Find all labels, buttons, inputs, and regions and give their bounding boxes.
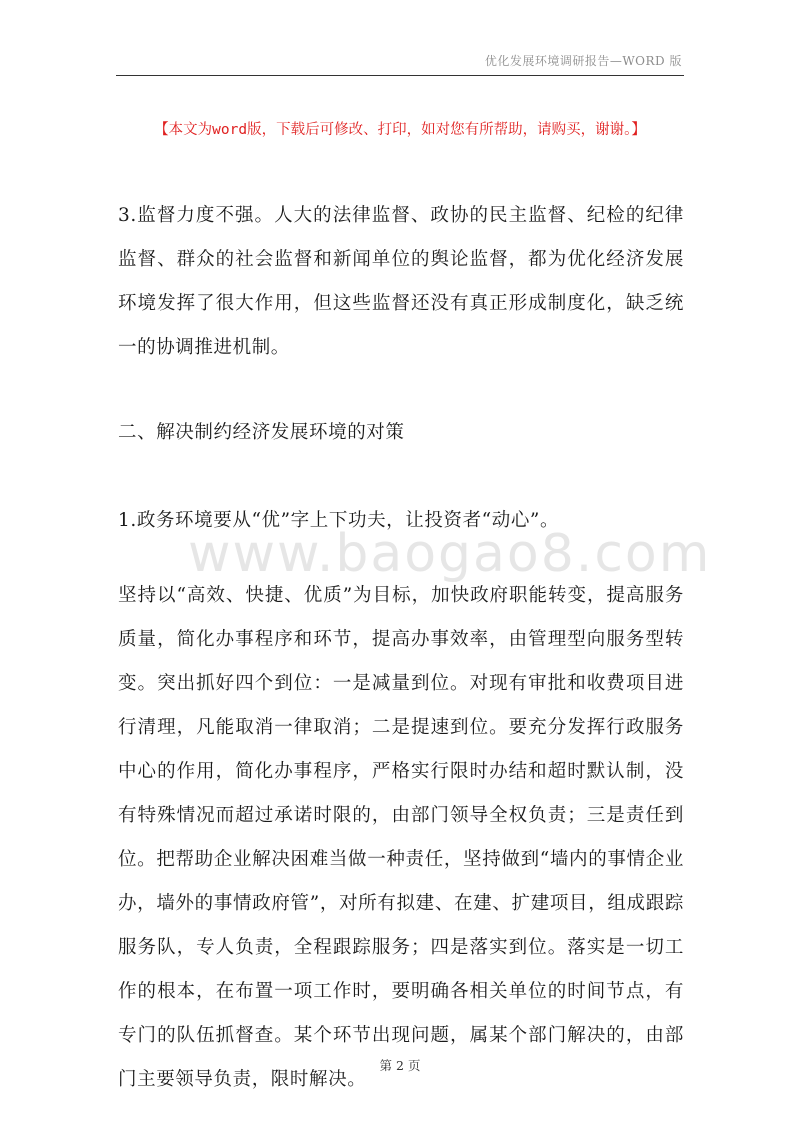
paragraph-government-measures: 坚持以“高效、快捷、优质”为目标，加快政府职能转变，提高服务质量，简化办事程序和环节，提高办事效率，由管理型向服务型转变。突出抓好四个到位：一是减量到位。对现有审批和收费项目进行清理，凡能取消一律取消；二是提速到位。要充分发挥行政服务中心的作用，简化办事程序，严格实行限时办结和超时默认制，没有特殊情况而超过承诺时限的，由部门领导全权负责；三是责任到位。把帮助企业解决困难当做一种责任，坚持做到“墙内的事情企业办，墙外的事情政府管”，对所有拟建、在建、扩建项目，组成跟踪服务队，专人负责，全程跟踪服务；四是落实到位。落实是一切工作的根本，在布置一项工作时，要明确各相关单位的时间节点，有专门的队伍抓督查。某个环节出现问题，属某个部门解决的，由部门主要领导负责，限时解决。 [118, 585, 684, 1090]
header-divider [116, 75, 684, 76]
section-heading-countermeasures: 二、解决制约经济发展环境的对策 [118, 422, 405, 443]
watermark: www.baogao8.com [188, 524, 712, 584]
running-header: 优化发展环境调研报告—WORD 版 [484, 54, 682, 68]
page-number: 第 2 页 [379, 1058, 421, 1073]
item-title-government-environment: 1.政务环境要从“优”字上下功夫，让投资者“动心”。 [118, 510, 560, 531]
paragraph-supervision: 3.监督力度不强。人大的法律监督、政协的民主监督、纪检的纪律监督、群众的社会监督和新闻单位的舆论监督，都为优化经济发展环境发挥了很大作用，但这些监督还没有真正形成制度化，缺乏统一的协调推进机制。 [118, 205, 684, 358]
purchase-notice: 【本文为word版，下载后可修改、打印，如对您有所帮助，请购买，谢谢。】 [154, 122, 646, 138]
